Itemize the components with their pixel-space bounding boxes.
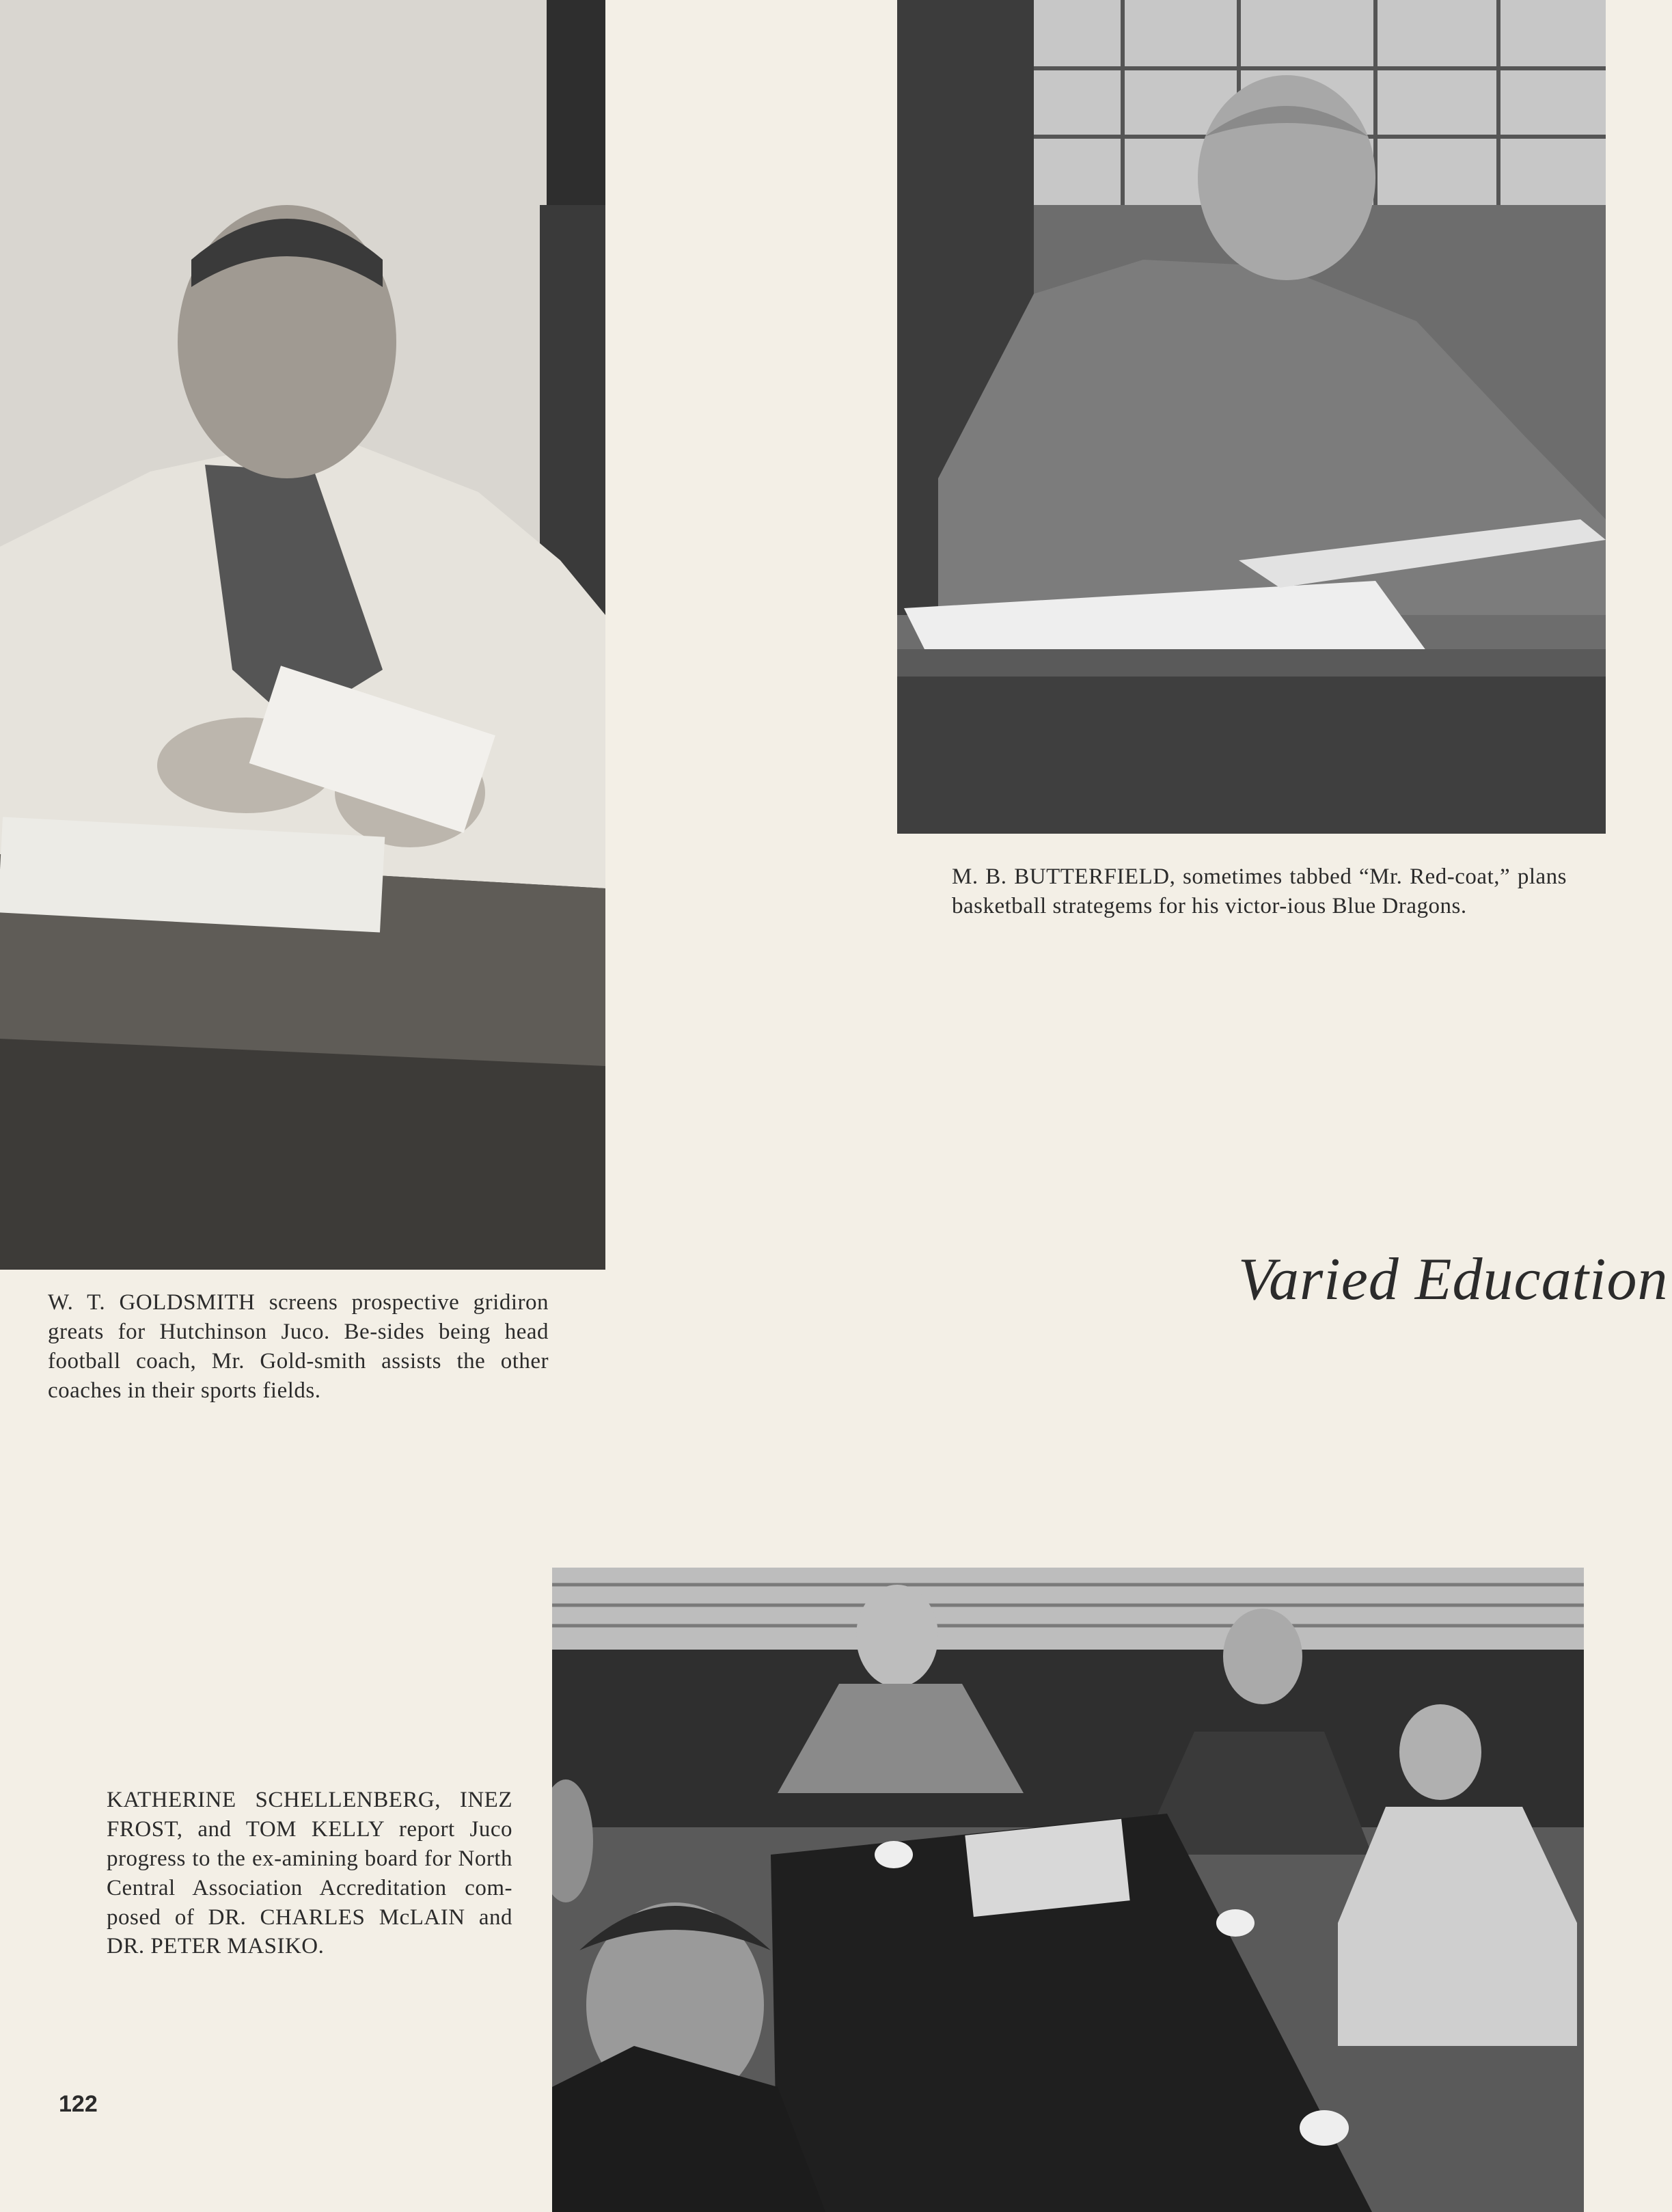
section-heading: Varied Education — [1238, 1246, 1669, 1313]
caption-butterfield: M. B. BUTTERFIELD, sometimes tabbed “Mr. Red-coat,” plans basketball strategems for his victor-ious Blue Dragons. — [952, 864, 1567, 918]
photo-butterfield — [897, 0, 1606, 834]
caption-goldsmith: W. T. GOLDSMITH screens prospective gridiron greats for Hutchinson Juco. Be-sides being head football coach, Mr. Gold-smith assists the other coaches in their sports fields. — [48, 1290, 549, 1403]
photo-board-meeting — [552, 1568, 1584, 2212]
caption-board-meeting: KATHERINE SCHELLENBERG, INEZ FROST, and TOM KELLY report Juco progress to the ex-amining board for North Central Association Accreditation com-posed of DR. CHARLES McLAIN and DR. PETER MASIKO. — [107, 1788, 512, 1959]
page-number: 122 — [59, 2091, 98, 2117]
photo-goldsmith — [0, 0, 605, 1270]
